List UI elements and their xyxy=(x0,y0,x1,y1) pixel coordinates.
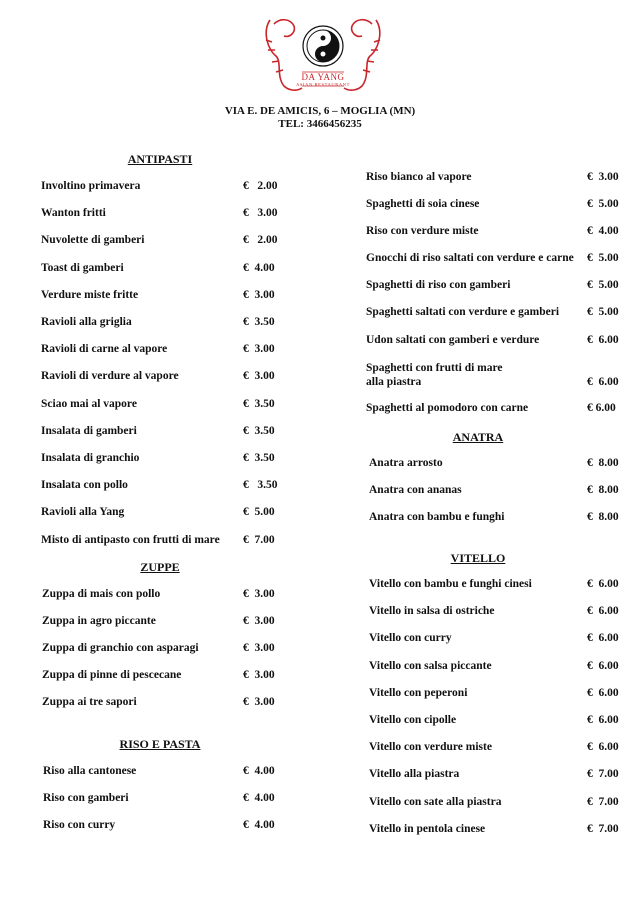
menu-item-price: € 3.50 xyxy=(243,452,275,464)
menu-item-name: Vitello alla piastra xyxy=(369,768,460,781)
menu-item-name: Spaghetti al pomodoro con carne xyxy=(366,402,529,414)
menu-item-name: Udon saltati con gamberi e verdure xyxy=(366,334,540,346)
menu-item-price: € 6.00 xyxy=(587,659,619,672)
menu-item-name: Zuppa in agro piccante xyxy=(42,615,156,628)
menu-item-name-line2: alla piastra xyxy=(366,376,422,388)
menu-item-price: € 7.00 xyxy=(587,795,619,808)
menu-item-price: € 4.00 xyxy=(243,765,275,777)
menu-item-price: € 6.00 xyxy=(587,686,619,699)
menu-item-price: € 3.00 xyxy=(243,669,275,682)
menu-item-name: Vitello con bambu e funghi cinesi xyxy=(369,578,532,590)
menu-item-price: € 7.00 xyxy=(587,822,619,835)
menu-item-price: € 2.00 xyxy=(243,234,278,247)
menu-item-name: Verdure miste fritte xyxy=(41,288,139,301)
menu-item-price: € 3.00 xyxy=(243,642,275,655)
menu-item-price: € 6.00 xyxy=(587,334,619,346)
menu-item-name: Zuppa di pinne di pescecane xyxy=(42,669,182,682)
menu-item-name: Vitello in pentola cinese xyxy=(369,822,486,835)
menu-item-name: Ravioli di carne al vapore xyxy=(41,343,168,356)
brand-name: DA YANG xyxy=(301,72,345,82)
menu-item-name: Riso con gamberi xyxy=(43,792,129,804)
menu-item-price: € 5.00 xyxy=(243,506,275,519)
menu-item-name: Toast di gamberi xyxy=(41,261,124,274)
menu-item-name: Anatra con ananas xyxy=(369,484,462,496)
menu-item-price: € 2.00 xyxy=(243,180,278,192)
section-title: VITELLO xyxy=(450,551,506,565)
menu-item-name: Spaghetti di riso con gamberi xyxy=(366,279,511,291)
menu-item-price: € 5.00 xyxy=(587,252,619,264)
menu-item-name: Riso alla cantonese xyxy=(43,765,137,777)
address-block xyxy=(0,105,640,131)
menu-item-price: € 7.00 xyxy=(587,768,619,781)
menu-item-name: Vitello con salsa piccante xyxy=(369,659,492,672)
menu-item-name: Vitello con peperoni xyxy=(369,686,468,699)
menu-item-price: € 8.00 xyxy=(587,457,619,469)
section-title: RISO E PASTA xyxy=(119,737,201,751)
menu-item-price: € 8.00 xyxy=(587,511,619,523)
menu-item-name: Vitello in salsa di ostriche xyxy=(369,605,495,618)
menu-item-name: Riso con verdure miste xyxy=(366,225,479,237)
menu-item-name: Riso bianco al vapore xyxy=(366,171,472,183)
menu-item-price: € 6.00 xyxy=(587,578,619,590)
menu-item-price: € 6.00 xyxy=(587,605,619,618)
menu-item-price: € 6.00 xyxy=(587,402,616,414)
menu-item-name: Anatra con bambu e funghi xyxy=(369,511,505,523)
menu-item-name: Zuppa di granchio con asparagi xyxy=(42,642,199,655)
address: VIA E. DE AMICIS, 6 – MOGLIA (MN) xyxy=(224,105,416,117)
menu-item-name: Vitello con curry xyxy=(369,632,452,645)
menu-item-name: Insalata di gamberi xyxy=(41,424,137,437)
menu-item-price: € 5.00 xyxy=(587,279,619,291)
menu-item-name: Riso con curry xyxy=(43,819,116,831)
telephone: TEL: 3466456235 xyxy=(278,118,362,130)
menu-item-price: € 6.00 xyxy=(587,714,619,726)
menu-item-price: € 6.00 xyxy=(587,632,619,645)
menu-item-price: € 3.00 xyxy=(243,343,275,356)
menu-item-name: Nuvolette di gamberi xyxy=(41,234,145,247)
menu-item-name: Insalata con pollo xyxy=(41,479,128,492)
menu-item-price: € 3.50 xyxy=(243,316,275,328)
menu-item-name: Spaghetti saltati con verdure e gamberi xyxy=(366,306,560,318)
menu-item-price: € 5.00 xyxy=(587,198,619,210)
menu-item-name: Ravioli alla griglia xyxy=(41,316,132,328)
menu-item-price: € 4.00 xyxy=(243,819,275,831)
section-title: ZUPPE xyxy=(140,560,180,574)
menu-item-price: € 3.00 xyxy=(243,588,275,600)
section-title: ANTIPASTI xyxy=(127,152,193,166)
menu-item-price: € 3.50 xyxy=(243,479,278,492)
menu-item-name: Wanton fritti xyxy=(41,207,106,220)
menu-item-name: Zuppa ai tre sapori xyxy=(42,696,137,709)
menu-item-name: Misto di antipasto con frutti di mare xyxy=(41,533,220,546)
menu-item-price: € 3.00 xyxy=(243,207,278,220)
menu-item-price: € 4.00 xyxy=(243,261,275,274)
menu-item-price: € 6.00 xyxy=(587,376,619,388)
brand-subtitle: ASIAN RESTAURANT xyxy=(296,82,350,87)
menu-item-price: € 3.50 xyxy=(243,424,275,437)
menu-item-name: Vitello con cipolle xyxy=(369,714,457,726)
menu-item-price: € 3.00 xyxy=(243,696,275,709)
menu-item-price: € 5.00 xyxy=(587,306,619,318)
menu-item-price: € 4.00 xyxy=(587,225,619,237)
menu-item-name: Gnocchi di riso saltati con verdure e carne xyxy=(366,252,574,264)
menu-item-name: Ravioli alla Yang xyxy=(41,506,125,519)
menu-item-name: Spaghetti di soia cinese xyxy=(366,198,480,210)
menu-item-price: € 3.00 xyxy=(243,370,275,383)
menu-item-name: Vitello con verdure miste xyxy=(369,741,492,754)
menu-item-name: Involtino primavera xyxy=(41,180,141,192)
menu-item-price: € 3.00 xyxy=(587,171,619,183)
menu-item-price: € 4.00 xyxy=(243,792,275,804)
menu-item-name: Insalata di granchio xyxy=(41,452,140,464)
menu-item-price: € 3.00 xyxy=(243,615,275,628)
menu-item-name: Anatra arrosto xyxy=(369,457,443,469)
menu-item-name: Sciao mai al vapore xyxy=(41,397,137,410)
menu-item-price: € 3.50 xyxy=(243,397,275,410)
menu-item-name: Spaghetti con frutti di mare xyxy=(366,362,503,374)
menu-item-price: € 8.00 xyxy=(587,484,619,496)
menu-item-price: € 6.00 xyxy=(587,741,619,754)
menu-item-name: Ravioli di verdure al vapore xyxy=(41,370,179,383)
menu-item-price: € 3.00 xyxy=(243,288,275,301)
menu-item-name: Vitello con sate alla piastra xyxy=(369,795,502,808)
menu-item-price: € 7.00 xyxy=(243,533,275,546)
menu-item-name: Zuppa di mais con pollo xyxy=(42,588,161,600)
section-title: ANATRA xyxy=(452,430,504,444)
